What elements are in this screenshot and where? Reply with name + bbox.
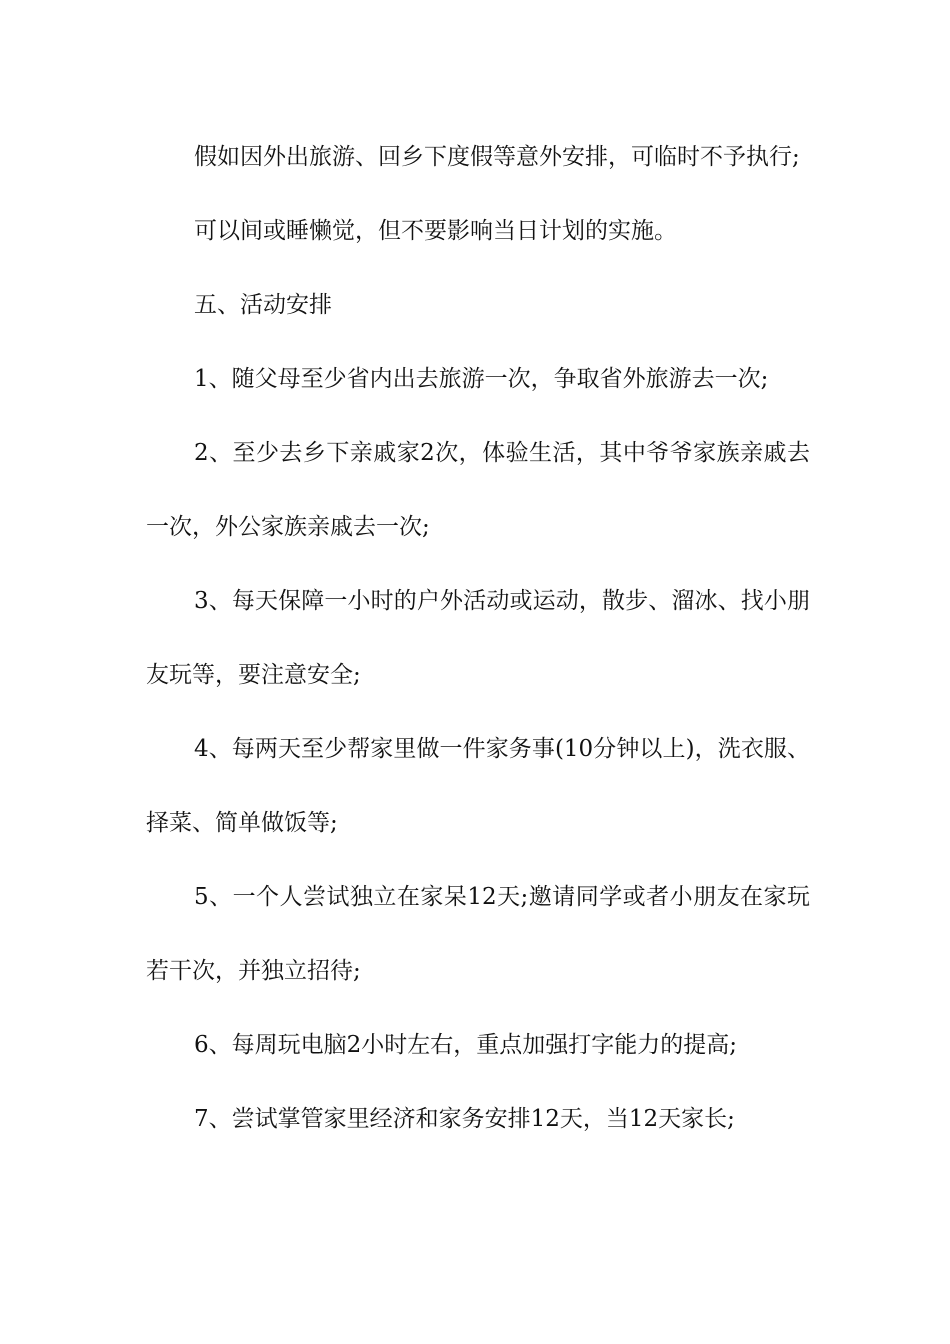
- list-item-3: 3、每天保障一小时的户外活动或运动，散步、溜冰、找小朋友玩等，要注意安全;: [146, 588, 810, 688]
- section-heading-activities: 五、活动安排: [194, 292, 332, 318]
- list-item-5: 5、一个人尝试独立在家呆12天;邀请同学或者小朋友在家玩若干次，并独立招待;: [146, 884, 810, 984]
- paragraph-sleep-in: 可以间或睡懒觉，但不要影响当日计划的实施。: [194, 218, 677, 244]
- list-item-7: 7、尝试掌管家里经济和家务安排12天，当12天家长;: [194, 1106, 735, 1132]
- list-item-2: 2、至少去乡下亲戚家2次，体验生活，其中爷爷家族亲戚去一次，外公家族亲戚去一次;: [146, 440, 810, 540]
- list-item-6: 6、每周玩电脑2小时左右，重点加强打字能力的提高;: [194, 1032, 738, 1058]
- paragraph-travel-exception: 假如因外出旅游、回乡下度假等意外安排，可临时不予执行;: [194, 144, 800, 170]
- document-body: [146, 120, 810, 1156]
- list-item-4: 4、每两天至少帮家里做一件家务事(10分钟以上)，洗衣服、择菜、简单做饭等;: [146, 736, 810, 836]
- list-item-1: 1、随父母至少省内出去旅游一次，争取省外旅游去一次;: [194, 366, 769, 392]
